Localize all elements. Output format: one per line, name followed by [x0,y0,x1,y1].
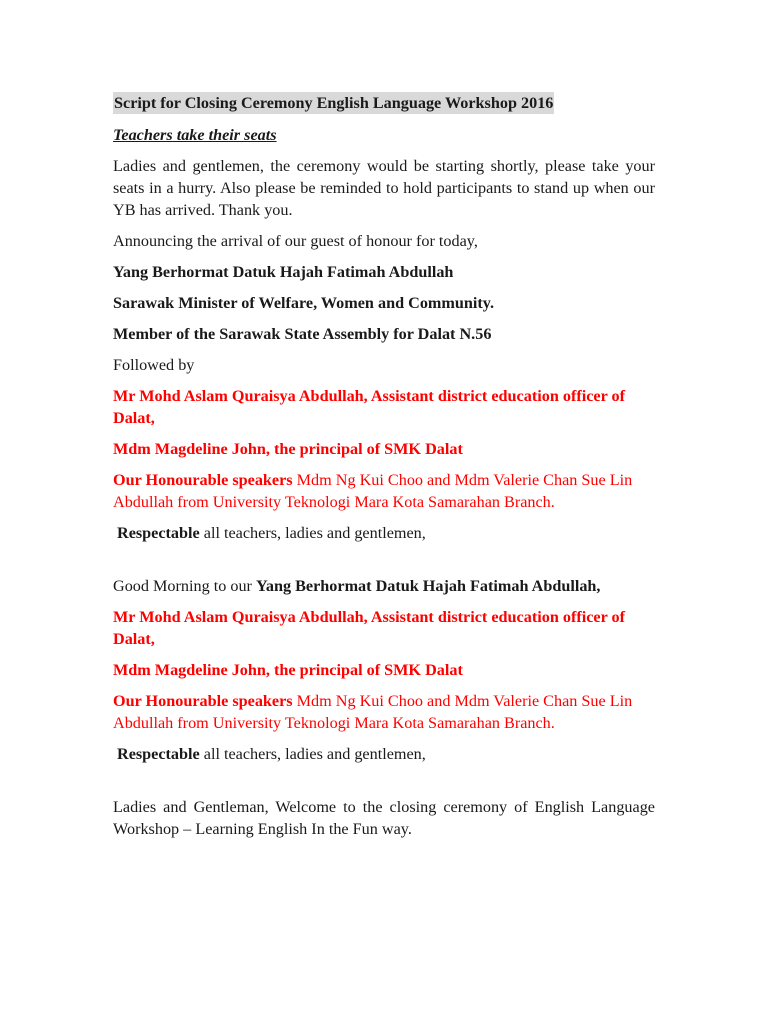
speakers-label: Our Honourable speakers [113,471,293,489]
speakers-line-2 [113,690,655,734]
welcome-paragraph: Ladies and Gentleman, Welcome to the closing ceremony of English Language Workshop – Learning English In the Fun way. [113,798,655,838]
respectable-line-2 [113,743,655,765]
officer-line-2: Mr Mohd Aslam Quraisya Abdullah, Assistant district education officer of Dalat, [113,608,626,648]
principal-line-2: Mdm Magdeline John, the principal of SMK Dalat [113,661,463,679]
document-body [113,92,655,849]
speakers-text: Mdm Ng Kui Choo and Mdm Valerie Chan Sue Lin Abdullah from University Teknologi Mara Kota Samarahan Branch. [113,471,633,511]
guest-title-1: Sarawak Minister of Welfare, Women and Community. [113,294,495,312]
document-subtitle: Teachers take their seats [113,126,277,144]
opening-paragraph: Ladies and gentlemen, the ceremony would be starting shortly, please take your seats in a hurry. Also please be reminded to hold participants to stand up when our YB has arrived. Thank you. [113,157,655,219]
officer-line: Mr Mohd Aslam Quraisya Abdullah, Assistant district education officer of Dalat, [113,387,626,427]
spacer [113,553,655,575]
good-morning-text: Good Morning to our [113,577,256,595]
respectable-line [113,522,655,544]
respectable-text-2: all teachers, ladies and gentlemen, [199,745,426,763]
document-title: Script for Closing Ceremony English Language Workshop 2016 [114,94,554,112]
principal-line: Mdm Magdeline John, the principal of SMK Dalat [113,440,463,458]
guest-title-2: Member of the Sarawak State Assembly for Dalat N.56 [113,325,492,343]
followed-by-line: Followed by [113,356,195,374]
guest-name: Yang Berhormat Datuk Hajah Fatimah Abdullah [113,263,454,281]
speakers-line [113,469,655,513]
good-morning-line [113,575,655,597]
respectable-text: all teachers, ladies and gentlemen, [199,524,426,542]
spacer-2 [113,774,655,796]
respectable-label-2: Respectable [117,745,200,763]
good-morning-name: Yang Berhormat Datuk Hajah Fatimah Abdullah, [255,577,601,595]
speakers-label-2: Our Honourable speakers [113,692,293,710]
announcing-line: Announcing the arrival of our guest of honour for today, [113,232,478,250]
speakers-text-2: Mdm Ng Kui Choo and Mdm Valerie Chan Sue Lin Abdullah from University Teknologi Mara Kota Samarahan Branch. [113,692,633,732]
respectable-label: Respectable [117,524,200,542]
